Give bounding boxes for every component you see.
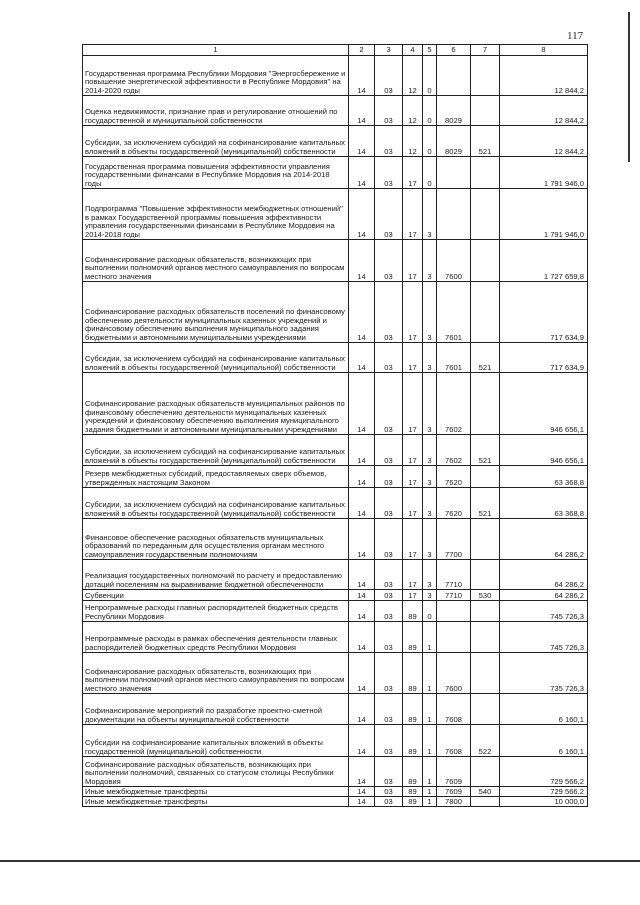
- section-code-cell: 14: [349, 435, 375, 466]
- program-code-cell: 17: [403, 488, 423, 519]
- direction-code-cell: 7620: [437, 466, 471, 488]
- amount-cell: 1 791 946,0: [500, 157, 588, 189]
- subprogram-code-cell: 3: [423, 343, 437, 373]
- table-row: [83, 694, 588, 725]
- direction-code-cell: 8029: [437, 126, 471, 157]
- section-code-cell: 14: [349, 343, 375, 373]
- program-code-cell: 89: [403, 787, 423, 797]
- program-code-cell: 89: [403, 757, 423, 787]
- table-row: [83, 757, 588, 787]
- subsection-code-cell: 03: [375, 560, 403, 590]
- table-row: [83, 343, 588, 373]
- row-name-cell: Непрограммные расходы в рамках обеспечения деятельности главных распорядителей бюджетных средств Республики Мордовия: [83, 622, 349, 653]
- section-code-cell: 14: [349, 488, 375, 519]
- section-code-cell: 14: [349, 240, 375, 282]
- section-code-cell: 14: [349, 622, 375, 653]
- subprogram-code-cell: 3: [423, 240, 437, 282]
- subsection-code-cell: 03: [375, 435, 403, 466]
- direction-code-cell: [437, 157, 471, 189]
- program-code-cell: 89: [403, 797, 423, 807]
- direction-code-cell: [437, 601, 471, 622]
- subprogram-code-cell: 3: [423, 282, 437, 343]
- program-code-cell: 89: [403, 622, 423, 653]
- subsection-code-cell: 03: [375, 343, 403, 373]
- amount-cell: 717 634,9: [500, 282, 588, 343]
- row-name-cell: Резерв межбюджетных субсидий, предоставляемых сверх объемов, утвержденных настоящим Законом: [83, 466, 349, 488]
- expense-type-cell: 521: [471, 488, 500, 519]
- section-code-cell: 14: [349, 56, 375, 96]
- direction-code-cell: 7609: [437, 757, 471, 787]
- program-code-cell: 17: [403, 466, 423, 488]
- subprogram-code-cell: 1: [423, 787, 437, 797]
- subprogram-code-cell: 3: [423, 560, 437, 590]
- amount-cell: 729 566,2: [500, 757, 588, 787]
- column-header: 4: [403, 45, 423, 56]
- table-row: [83, 189, 588, 240]
- subprogram-code-cell: 3: [423, 189, 437, 240]
- table-row: [83, 653, 588, 694]
- subsection-code-cell: 03: [375, 622, 403, 653]
- section-code-cell: 14: [349, 694, 375, 725]
- program-code-cell: 12: [403, 96, 423, 126]
- table-row: [83, 601, 588, 622]
- table-row: [83, 622, 588, 653]
- expense-type-cell: [471, 189, 500, 240]
- section-code-cell: 14: [349, 373, 375, 435]
- expense-type-cell: [471, 466, 500, 488]
- amount-cell: 63 368,8: [500, 488, 588, 519]
- row-name-cell: Субсидии, за исключением субсидий на софинансирование капитальных вложений в объекты государственной (муниципальной) собственности: [83, 488, 349, 519]
- expense-type-cell: [471, 601, 500, 622]
- amount-cell: 717 634,9: [500, 343, 588, 373]
- subprogram-code-cell: 1: [423, 757, 437, 787]
- section-code-cell: 14: [349, 653, 375, 694]
- expense-type-cell: [471, 282, 500, 343]
- expense-type-cell: 521: [471, 343, 500, 373]
- subsection-code-cell: 03: [375, 56, 403, 96]
- direction-code-cell: 7601: [437, 343, 471, 373]
- subsection-code-cell: 03: [375, 466, 403, 488]
- subsection-code-cell: 03: [375, 797, 403, 807]
- subsection-code-cell: 03: [375, 694, 403, 725]
- table-row: [83, 560, 588, 590]
- subsection-code-cell: 03: [375, 590, 403, 601]
- amount-cell: 735 726,3: [500, 653, 588, 694]
- table-row: [83, 488, 588, 519]
- amount-cell: 745 726,3: [500, 601, 588, 622]
- row-name-cell: Подпрограмма "Повышение эффективности межбюджетных отношений" в рамках Государственной программы повышения эффективности управления государственными финансами в Республике Мордовия на 2014-2018 годы: [83, 189, 349, 240]
- subsection-code-cell: 03: [375, 240, 403, 282]
- row-name-cell: Иные межбюджетные трансферты: [83, 797, 349, 807]
- expense-type-cell: 521: [471, 435, 500, 466]
- row-name-cell: Непрограммные расходы главных распорядителей бюджетных средств Республики Мордовия: [83, 601, 349, 622]
- table-header-row: [83, 45, 588, 56]
- direction-code-cell: 7608: [437, 725, 471, 757]
- column-header: 3: [375, 45, 403, 56]
- column-header: 7: [471, 45, 500, 56]
- column-header: 5: [423, 45, 437, 56]
- amount-cell: 946 656,1: [500, 435, 588, 466]
- amount-cell: 1 727 659,8: [500, 240, 588, 282]
- program-code-cell: 17: [403, 373, 423, 435]
- amount-cell: 1 791 946,0: [500, 189, 588, 240]
- direction-code-cell: 7608: [437, 694, 471, 725]
- subsection-code-cell: 03: [375, 96, 403, 126]
- table-row: [83, 282, 588, 343]
- subprogram-code-cell: 1: [423, 725, 437, 757]
- direction-code-cell: 7800: [437, 797, 471, 807]
- subprogram-code-cell: 3: [423, 590, 437, 601]
- direction-code-cell: 7710: [437, 590, 471, 601]
- amount-cell: 64 286,2: [500, 590, 588, 601]
- direction-code-cell: 7602: [437, 435, 471, 466]
- subprogram-code-cell: 0: [423, 126, 437, 157]
- table-row: [83, 787, 588, 797]
- row-name-cell: Государственная программа повышения эффективности управления государственными финансами в Республике Мордовия на 2014-2018 годы: [83, 157, 349, 189]
- program-code-cell: 17: [403, 560, 423, 590]
- amount-cell: 6 160,1: [500, 725, 588, 757]
- direction-code-cell: 7601: [437, 282, 471, 343]
- subprogram-code-cell: 0: [423, 56, 437, 96]
- expense-type-cell: [471, 653, 500, 694]
- section-code-cell: 14: [349, 787, 375, 797]
- section-code-cell: 14: [349, 725, 375, 757]
- subsection-code-cell: 03: [375, 519, 403, 560]
- row-name-cell: Иные межбюджетные трансферты: [83, 787, 349, 797]
- direction-code-cell: 7710: [437, 560, 471, 590]
- expense-type-cell: 521: [471, 126, 500, 157]
- amount-cell: 12 844,2: [500, 96, 588, 126]
- row-name-cell: Финансовое обеспечение расходных обязательств муниципальных образований по переданным для осуществления органам местного самоуправления государственным полномочиям: [83, 519, 349, 560]
- program-code-cell: 12: [403, 126, 423, 157]
- program-code-cell: 17: [403, 189, 423, 240]
- table-row: [83, 96, 588, 126]
- section-code-cell: 14: [349, 757, 375, 787]
- program-code-cell: 17: [403, 343, 423, 373]
- subprogram-code-cell: 1: [423, 797, 437, 807]
- program-code-cell: 89: [403, 694, 423, 725]
- subprogram-code-cell: 0: [423, 96, 437, 126]
- table-row: [83, 797, 588, 807]
- table-row: [83, 373, 588, 435]
- program-code-cell: 89: [403, 601, 423, 622]
- row-name-cell: Софинансирование расходных обязательств, возникающих при выполнении полномочий органов местного самоуправления по вопросам местного значения: [83, 653, 349, 694]
- column-header: 8: [500, 45, 588, 56]
- amount-cell: 729 566,2: [500, 787, 588, 797]
- subsection-code-cell: 03: [375, 488, 403, 519]
- table-row: [83, 240, 588, 282]
- section-code-cell: 14: [349, 601, 375, 622]
- direction-code-cell: 7600: [437, 240, 471, 282]
- amount-cell: 12 844,2: [500, 56, 588, 96]
- program-code-cell: 17: [403, 519, 423, 560]
- subsection-code-cell: 03: [375, 601, 403, 622]
- program-code-cell: 17: [403, 282, 423, 343]
- expense-type-cell: [471, 694, 500, 725]
- page-bottom-line: [0, 860, 640, 862]
- expense-type-cell: [471, 373, 500, 435]
- direction-code-cell: [437, 189, 471, 240]
- row-name-cell: Субсидии, за исключением субсидий на софинансирование капитальных вложений в объекты государственной (муниципальной) собственности: [83, 435, 349, 466]
- direction-code-cell: [437, 56, 471, 96]
- subsection-code-cell: 03: [375, 725, 403, 757]
- direction-code-cell: 8029: [437, 96, 471, 126]
- section-code-cell: 14: [349, 560, 375, 590]
- section-code-cell: 14: [349, 282, 375, 343]
- direction-code-cell: [437, 622, 471, 653]
- program-code-cell: 89: [403, 653, 423, 694]
- expense-type-cell: [471, 240, 500, 282]
- section-code-cell: 14: [349, 590, 375, 601]
- subsection-code-cell: 03: [375, 126, 403, 157]
- row-name-cell: Субсидии, за исключением субсидий на софинансирование капитальных вложений в объекты государственной (муниципальной) собственности: [83, 126, 349, 157]
- subprogram-code-cell: 1: [423, 694, 437, 725]
- subsection-code-cell: 03: [375, 757, 403, 787]
- table-row: [83, 435, 588, 466]
- column-header: 2: [349, 45, 375, 56]
- budget-table: [82, 44, 588, 807]
- row-name-cell: Оценка недвижимости, признание прав и регулирование отношений по государственной и муниципальной собственности: [83, 96, 349, 126]
- page-edge-line: [628, 12, 630, 162]
- amount-cell: 946 656,1: [500, 373, 588, 435]
- row-name-cell: Софинансирование расходных обязательств, возникающих при выполнении полномочий, связанных со статусом столицы Республики Мордовия: [83, 757, 349, 787]
- table-row: [83, 725, 588, 757]
- expense-type-cell: [471, 56, 500, 96]
- subsection-code-cell: 03: [375, 373, 403, 435]
- program-code-cell: 17: [403, 435, 423, 466]
- expense-type-cell: 540: [471, 787, 500, 797]
- expense-type-cell: [471, 157, 500, 189]
- program-code-cell: 17: [403, 157, 423, 189]
- expense-type-cell: [471, 622, 500, 653]
- subprogram-code-cell: 0: [423, 157, 437, 189]
- row-name-cell: Софинансирование мероприятий по разработке проектно-сметной документации на объекты муниципальной собственности: [83, 694, 349, 725]
- program-code-cell: 17: [403, 240, 423, 282]
- expense-type-cell: [471, 560, 500, 590]
- subsection-code-cell: 03: [375, 157, 403, 189]
- table-row: [83, 126, 588, 157]
- table-row: [83, 466, 588, 488]
- direction-code-cell: 7620: [437, 488, 471, 519]
- table-row: [83, 157, 588, 189]
- subprogram-code-cell: 3: [423, 519, 437, 560]
- subsection-code-cell: 03: [375, 189, 403, 240]
- page-number: 117: [567, 30, 584, 42]
- subsection-code-cell: 03: [375, 787, 403, 797]
- expense-type-cell: 530: [471, 590, 500, 601]
- program-code-cell: 17: [403, 590, 423, 601]
- column-header: 6: [437, 45, 471, 56]
- section-code-cell: 14: [349, 157, 375, 189]
- direction-code-cell: 7609: [437, 787, 471, 797]
- program-code-cell: 89: [403, 725, 423, 757]
- subprogram-code-cell: 3: [423, 435, 437, 466]
- amount-cell: 10 000,0: [500, 797, 588, 807]
- row-name-cell: Субсидии на софинансирование капитальных вложений в объекты государственной (муниципальной) собственности: [83, 725, 349, 757]
- column-header: 1: [83, 45, 349, 56]
- expense-type-cell: [471, 757, 500, 787]
- amount-cell: 63 368,8: [500, 466, 588, 488]
- subprogram-code-cell: 3: [423, 466, 437, 488]
- section-code-cell: 14: [349, 96, 375, 126]
- table-row: [83, 590, 588, 601]
- row-name-cell: Реализация государственных полномочий по расчету и предоставлению дотаций поселениям на выравнивание бюджетной обеспеченности: [83, 560, 349, 590]
- subprogram-code-cell: 3: [423, 488, 437, 519]
- row-name-cell: Софинансирование расходных обязательств поселений по финансовому обеспечению деятельности муниципальных казенных учреждений и финансовому обеспечению выполнения муниципального задания бюджетными и автономными муниципальными учреждениями: [83, 282, 349, 343]
- expense-type-cell: 522: [471, 725, 500, 757]
- row-name-cell: Субсидии, за исключением субсидий на софинансирование капитальных вложений в объекты государственной (муниципальной) собственности: [83, 343, 349, 373]
- section-code-cell: 14: [349, 797, 375, 807]
- subsection-code-cell: 03: [375, 282, 403, 343]
- expense-type-cell: [471, 96, 500, 126]
- subsection-code-cell: 03: [375, 653, 403, 694]
- subprogram-code-cell: 1: [423, 622, 437, 653]
- row-name-cell: Софинансирование расходных обязательств, возникающих при выполнении полномочий органов местного самоуправления по вопросам местного значения: [83, 240, 349, 282]
- table-row: [83, 56, 588, 96]
- expense-type-cell: [471, 519, 500, 560]
- direction-code-cell: 7600: [437, 653, 471, 694]
- amount-cell: 12 844,2: [500, 126, 588, 157]
- amount-cell: 64 286,2: [500, 519, 588, 560]
- row-name-cell: Государственная программа Республики Мордовия "Энергосбережение и повышение энергетической эффективности в Республике Мордовия" на 2014-2020 годы: [83, 56, 349, 96]
- section-code-cell: 14: [349, 466, 375, 488]
- section-code-cell: 14: [349, 189, 375, 240]
- amount-cell: 6 160,1: [500, 694, 588, 725]
- section-code-cell: 14: [349, 126, 375, 157]
- subprogram-code-cell: 0: [423, 601, 437, 622]
- program-code-cell: 12: [403, 56, 423, 96]
- amount-cell: 745 726,3: [500, 622, 588, 653]
- table-row: [83, 519, 588, 560]
- row-name-cell: Субвенции: [83, 590, 349, 601]
- section-code-cell: 14: [349, 519, 375, 560]
- row-name-cell: Софинансирование расходных обязательств муниципальных районов по финансовому обеспечению деятельности муниципальных казенных учреждений и финансовому обеспечению выполнения муниципального задания бюджетными и автономными муниципальными учреждениями: [83, 373, 349, 435]
- expense-type-cell: [471, 797, 500, 807]
- subprogram-code-cell: 3: [423, 373, 437, 435]
- subprogram-code-cell: 1: [423, 653, 437, 694]
- direction-code-cell: 7700: [437, 519, 471, 560]
- direction-code-cell: 7602: [437, 373, 471, 435]
- amount-cell: 64 286,2: [500, 560, 588, 590]
